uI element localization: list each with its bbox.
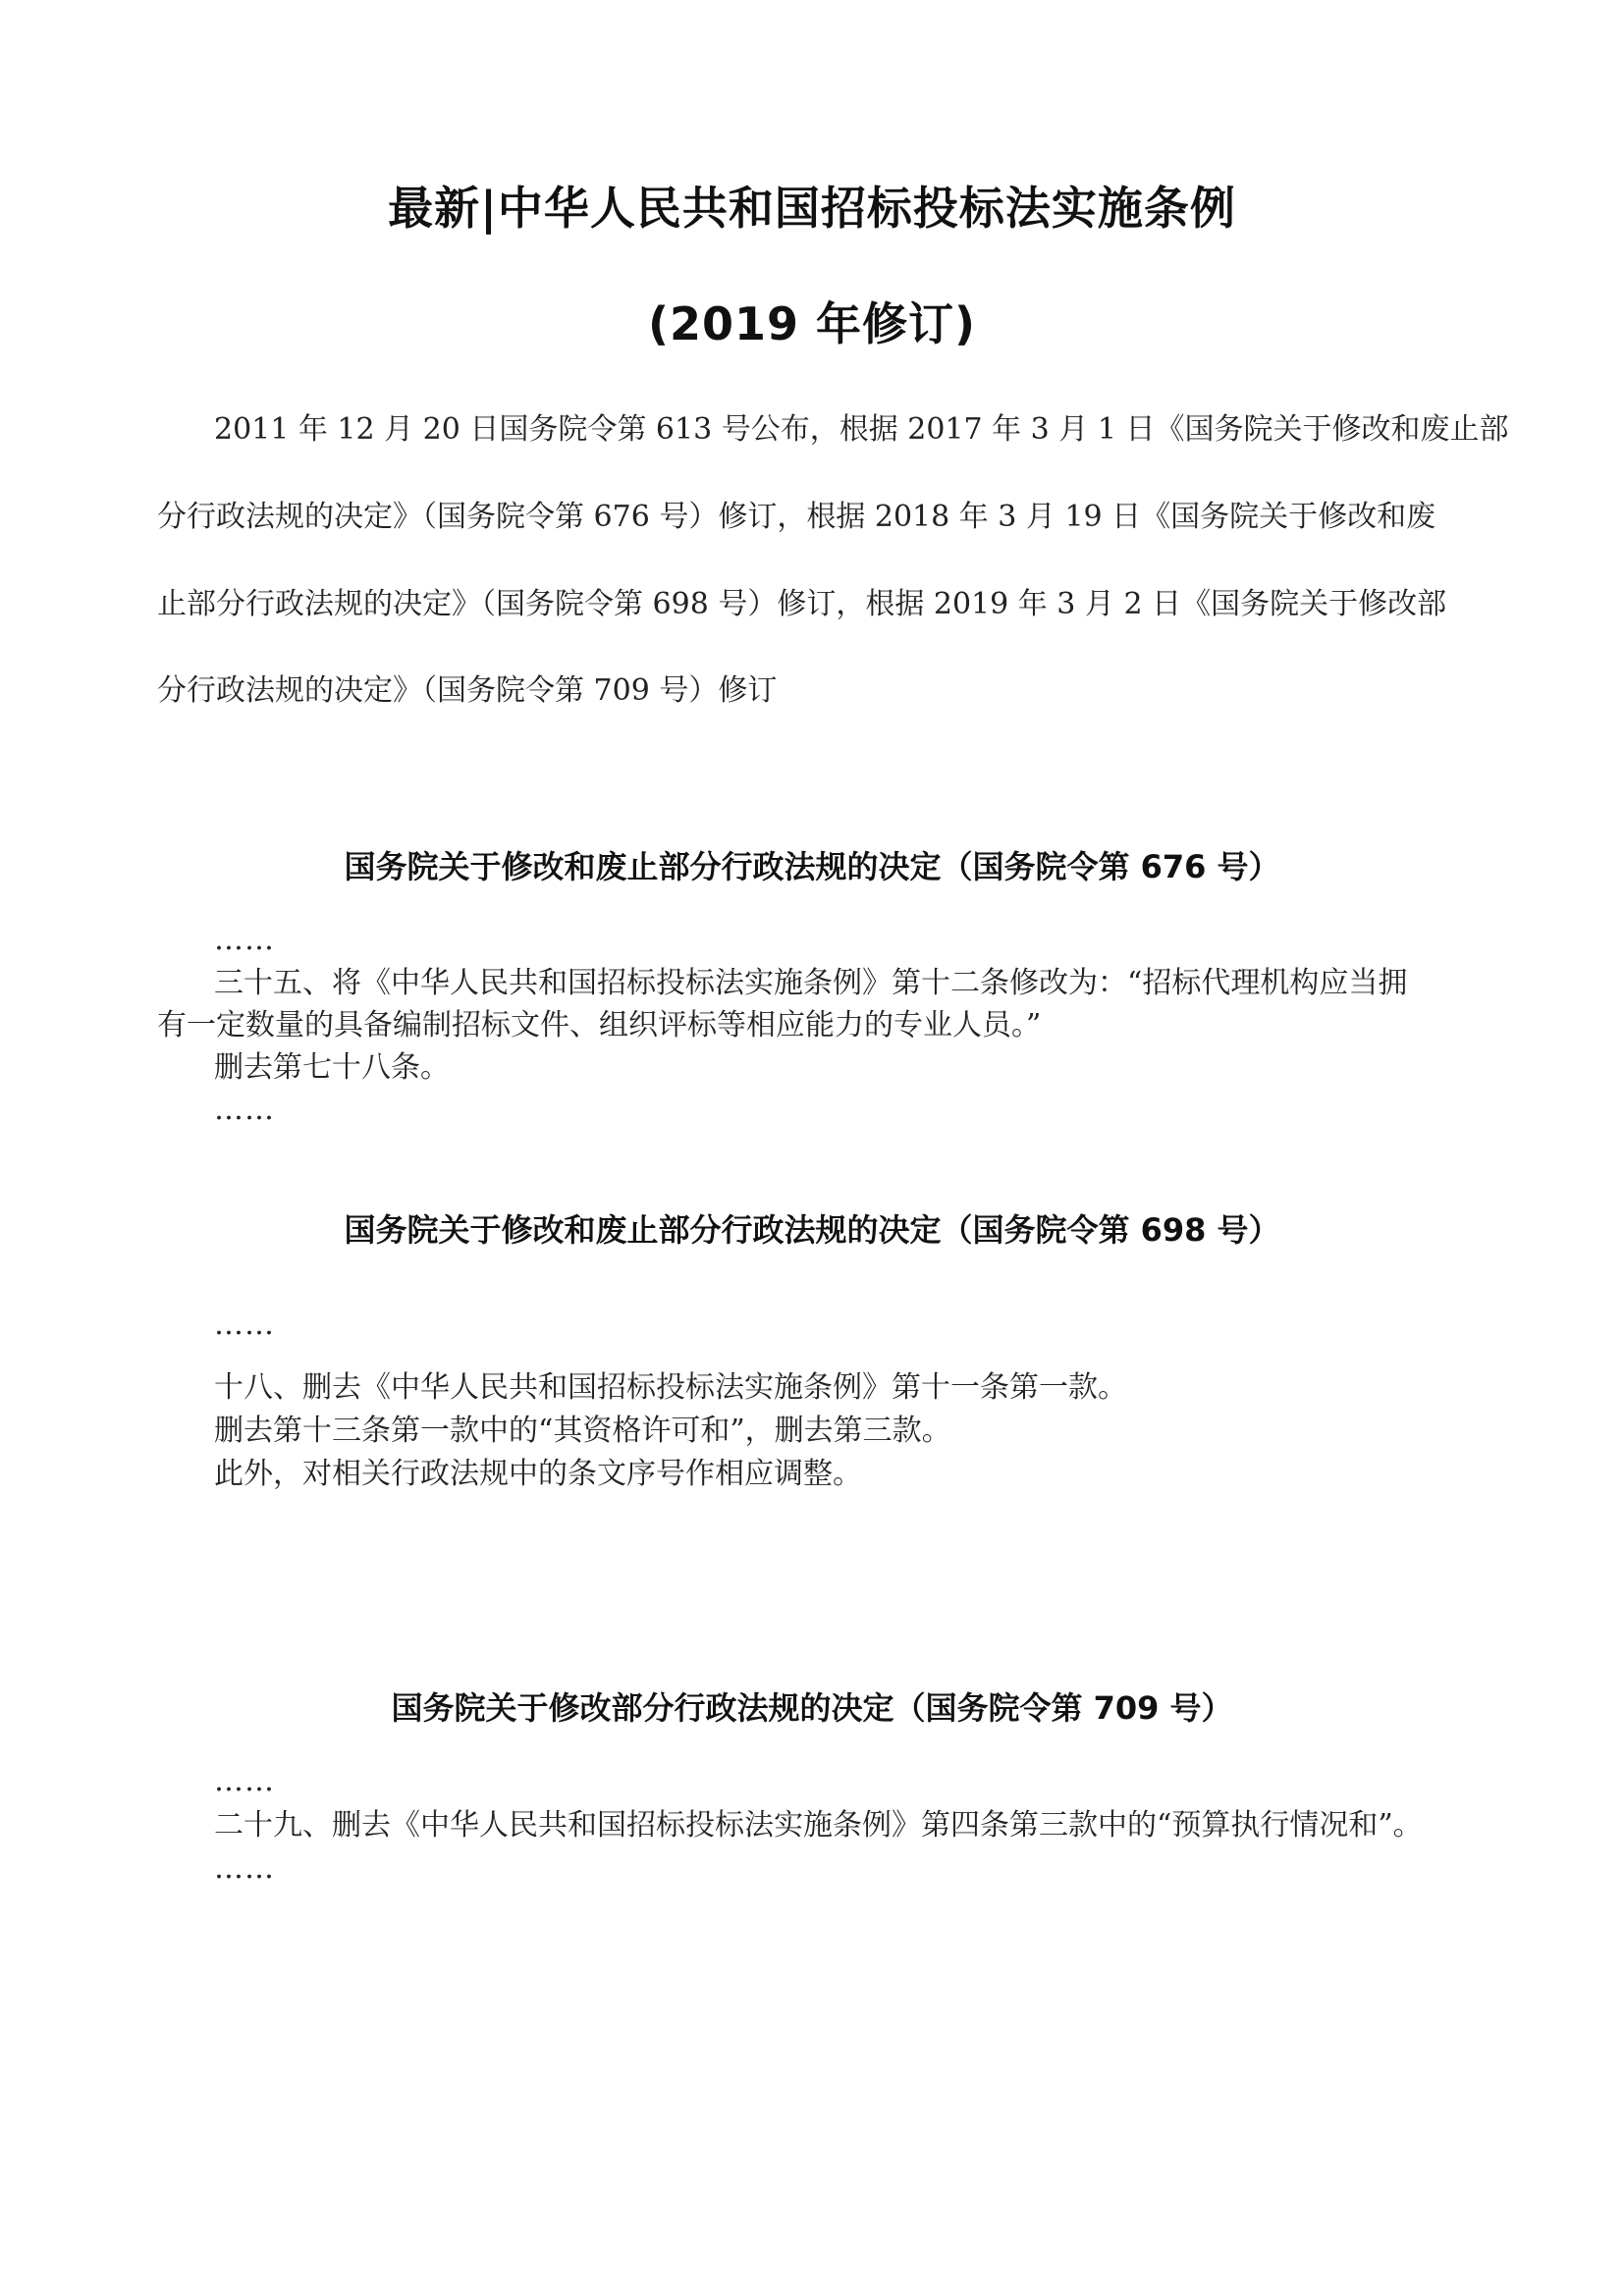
ellipsis: ……: [214, 1851, 275, 1886]
section-line: 有一定数量的具备编制招标文件、组织评标等相应能力的专业人员。”: [157, 1008, 1042, 1042]
section-heading: 国务院关于修改部分行政法规的决定（国务院令第 709 号）: [391, 1689, 1233, 1727]
section-line: 三十五、将《中华人民共和国招标投标法实施条例》第十二条修改为：“招标代理机构应当拥: [214, 966, 1408, 1000]
section-heading: 国务院关于修改和废止部分行政法规的决定（国务院令第 676 号）: [344, 848, 1280, 885]
section-line: 删去第七十八条。: [214, 1050, 450, 1085]
section-line: 十八、删去《中华人民共和国招标投标法实施条例》第十一条第一款。: [214, 1370, 1127, 1405]
ellipsis: ……: [214, 1093, 275, 1127]
intro-line: 止部分行政法规的决定》（国务院令第 698 号）修订，根据 2019 年 3 月 2 日《国务院关于修改部: [157, 587, 1447, 621]
section-heading: 国务院关于修改和废止部分行政法规的决定（国务院令第 698 号）: [344, 1211, 1280, 1249]
section-line: 二十九、删去《中华人民共和国招标投标法实施条例》第四条第三款中的“预算执行情况和”。: [214, 1808, 1423, 1842]
intro-line: 分行政法规的决定》（国务院令第 709 号）修订: [157, 673, 778, 708]
ellipsis: ……: [214, 923, 275, 957]
document-subtitle: (2019 年修订): [647, 297, 977, 350]
ellipsis: ……: [214, 1764, 275, 1798]
ellipsis: ……: [214, 1308, 275, 1342]
intro-line: 分行政法规的决定》（国务院令第 676 号）修订，根据 2018 年 3 月 19 日《国务院关于修改和废: [157, 500, 1436, 534]
section-line: 删去第十三条第一款中的“其资格许可和”，删去第三款。: [214, 1414, 951, 1448]
intro-line: 2011 年 12 月 20 日国务院令第 613 号公布，根据 2017 年 3 月 1 日《国务院关于修改和废止部: [214, 412, 1509, 447]
section-line: 此外，对相关行政法规中的条文序号作相应调整。: [214, 1457, 862, 1491]
document-title: 最新|中华人民共和国招标投标法实施条例: [388, 182, 1236, 235]
